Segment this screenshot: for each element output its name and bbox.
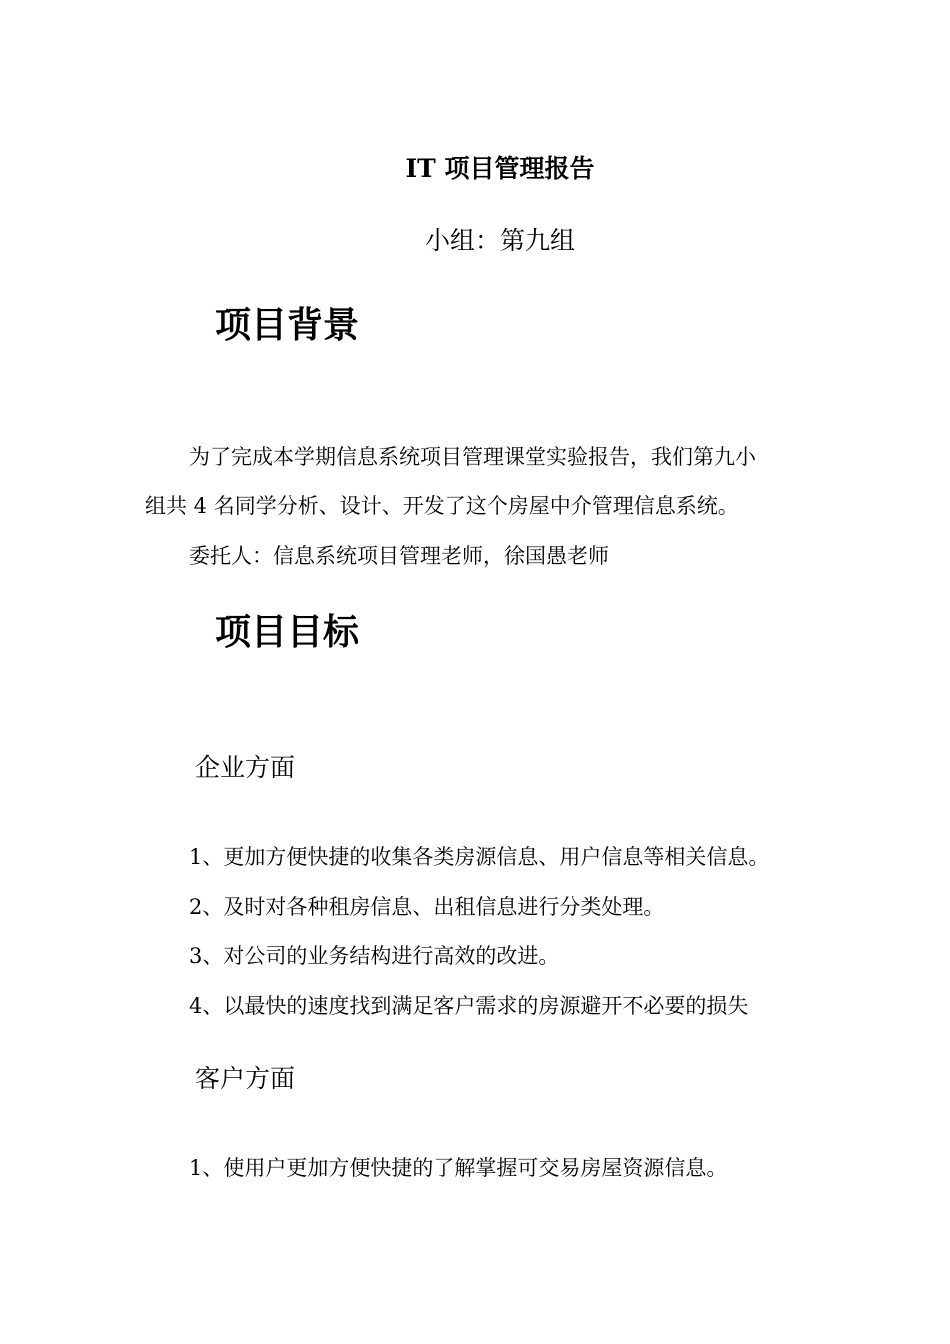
- enterprise-goal-item: 2、及时对各种租房信息、出租信息进行分类处理。: [189, 895, 665, 919]
- document-title: IT 项目管理报告: [405, 154, 595, 183]
- enterprise-goal-item: 3、对公司的业务结构进行高效的改进。: [189, 944, 560, 968]
- subheading-enterprise: 企业方面: [195, 753, 296, 782]
- section-heading-background: 项目背景: [215, 304, 360, 346]
- enterprise-goal-item: 1、更加方便快捷的收集各类房源信息、用户信息等相关信息。: [189, 845, 770, 869]
- subheading-customer: 客户方面: [195, 1064, 296, 1093]
- group-name: 小组：第九组: [424, 226, 575, 255]
- enterprise-goal-item: 4、以最快的速度找到满足客户需求的房源避开不必要的损失: [189, 994, 749, 1018]
- section-heading-goals: 项目目标: [215, 611, 360, 653]
- customer-goal-item: 1、使用户更加方便快捷的了解掌握可交易房屋资源信息。: [189, 1156, 728, 1180]
- background-paragraph-line-2: 组共 4 名同学分析、设计、开发了这个房屋中介管理信息系统。: [145, 494, 739, 518]
- client-line: 委托人：信息系统项目管理老师，徐国愚老师: [189, 544, 609, 568]
- background-paragraph-line-1: 为了完成本学期信息系统项目管理课堂实验报告，我们第九小: [189, 445, 756, 469]
